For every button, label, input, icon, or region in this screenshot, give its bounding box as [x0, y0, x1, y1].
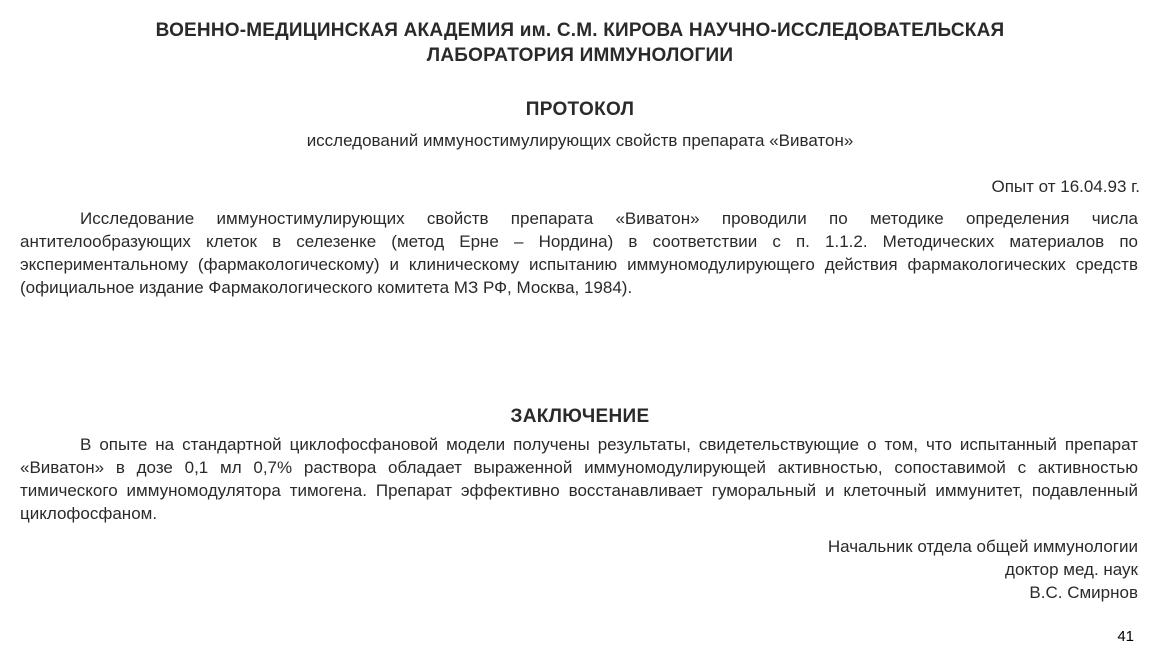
experiment-date: Опыт от 16.04.93 г.: [991, 177, 1140, 196]
protocol-paragraph-text: Исследование иммуностимулирующих свойств препарата «Виватон» проводили по методике определения числа антителообразующих клеток в селезенке (метод Ерне – Нордина) в соответствии с п. 1.1.2. Методических материалов по экспериментальному (фармакологическому) и клиническому испытанию иммуномодулирующего действия фармакологических средств (официальное издание Фармакологического комитета МЗ РФ, Москва, 1984).: [20, 209, 1138, 297]
signature-position: Начальник отдела общей иммунологии: [827, 537, 1138, 556]
institution-header: [60, 18, 1100, 68]
conclusion-title: ЗАКЛЮЧЕНИЕ: [510, 406, 650, 427]
institution-header-line-1: ВОЕННО-МЕДИЦИНСКАЯ АКАДЕМИЯ им. С.М. КИРОВА НАУЧНО-ИССЛЕДОВАТЕЛЬСКАЯ: [155, 20, 1005, 41]
institution-header-line-2: ЛАБОРАТОРИЯ ИММУНОЛОГИИ: [426, 45, 734, 66]
signature-name: В.С. Смирнов: [1029, 583, 1138, 602]
signature-block: [828, 535, 1138, 604]
signature-degree: доктор мед. наук: [1005, 560, 1138, 579]
protocol-paragraph: [20, 207, 1138, 299]
conclusion-paragraph: [20, 433, 1138, 525]
protocol-subtitle: исследований иммуностимулирующих свойств препарата «Виватон»: [306, 131, 854, 150]
conclusion-paragraph-text: В опыте на стандартной циклофосфановой модели получены результаты, свидетельствующие о том, что испытанный препарат «Виватон» в дозе 0,1 мл 0,7% раствора обладает выраженной иммуномодулирующей активностью, сопоставимой с активностью тимического иммуномодулятора тимогена. Препарат эффективно восстанавливает гуморальный и клеточный иммунитет, подавленный циклофосфаном.: [20, 435, 1138, 523]
page-number: 41: [1117, 628, 1134, 645]
protocol-title: ПРОТОКОЛ: [525, 99, 635, 120]
